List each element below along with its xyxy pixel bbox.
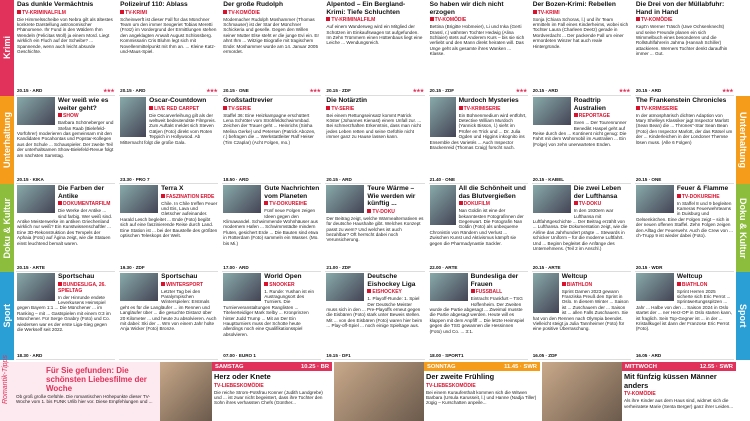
rating-stars: ★★★	[309, 88, 321, 93]
program-title: Gute Nachrichten vom Planeten	[264, 185, 320, 200]
program-title: Die Farben der Antike	[58, 185, 105, 200]
genre-square-icon	[161, 194, 165, 198]
mittwoch-header	[622, 362, 736, 371]
program-description: Sprint Damen 2023 gewann Franziska Preuß den Sprint in Oslo. In diesem Winter ... Saison ist ... Zuschauern der ... Saison ist ... allen Falls Zuschauern. Sie hat von den Rennen nach Olympia beendet. Vielleicht steigt ja Julia Tannheimer (Foto) für eine positive Überraschung.	[532, 288, 629, 332]
genre-square-icon	[636, 106, 640, 110]
program-description: Auf einem Wanderweg wird ein Mitglied der Schützen im Einkaufswagen tot aufgefunden. Im Zehn Trümmern einen Hüttenbaus liegt eine Leiche ... Wendungsreich.	[326, 24, 423, 46]
mittwoch-genre: TV-KOMÖDIE	[624, 391, 656, 398]
promo-text: Ob groß große Gefühle. Die romantischen Höhepunkte dieser TV-Woche vom 1. bis FUNK Urlib hier vor. Diese Empfehlungen und ...	[16, 394, 153, 405]
program-photo	[326, 273, 364, 301]
genre-label: TV-DOKUREIHE	[681, 193, 720, 200]
category-tab-left	[0, 272, 14, 360]
air-time-channel: 20.15 · ONE	[635, 177, 662, 182]
program-card[interactable]	[119, 184, 218, 272]
category-tab-right	[736, 184, 750, 272]
program-description: In den 1930ern war Lufthansa mit Luftfahrtgeschichte ... Der Beitrag erzählt von ... Lufthansa. Die Dokumentation zeigt, wie die Airline das Jahrhundert prägte ... Stewards in schicker Uniform – für die moderne Luftfahrt. Und ... Beginn begleitet die Anfänge des Unternehmens. (Teil 2 im Anschl.)	[532, 208, 628, 252]
program-description: Sprint Herren 2025 sicherte sich Eric Perrot ... Sprintwertungsspitzen ... Jahr ... Halbe von den ... Saison 2024 in Oslo startet der ... ner Herz-OP in Oslo starten kann, ist fraglich. Sein Top-Gegner ist ... in der ... Kristallkugel ist dann der Franzose Eric Perrot (Foto).	[635, 288, 733, 332]
program-card[interactable]	[16, 96, 115, 184]
program-meta	[223, 353, 320, 358]
air-time-channel: 20.15 · ARTE	[532, 265, 561, 270]
program-title: Die zwei Leben der Lufthansa	[573, 185, 621, 200]
genre-square-icon	[120, 10, 124, 14]
program-description: Nan Goldin ist eine der bekanntesten Fotografinnen der Gegenwart. Die Fotografin Nan Goldin (Foto) als unbequeme Chronistin von Rändern und Verlust ... Zwischen Kunst und Aktivismus kämpft sie gegen die Pharmadynastie Sackler.	[429, 208, 524, 246]
program-meta	[17, 177, 114, 182]
program-meta	[17, 265, 114, 270]
program-description: In der Hinrunde endete Leverkusens Heimspiel gegen Bayern 1:1 ... Die Münchener ... im Ranking – mit ... Gastspielen mit einem 0:3 im Münchener. Für Serge Gnabry (Foto) und Co. wiedersen war es der erste Liga-Sieg gegen die Werkself seit 2022.	[17, 294, 111, 333]
genre-square-icon	[367, 289, 371, 293]
air-time-channel: 20.15 · ZDF	[429, 88, 455, 93]
samstag-day: SAMSTAG	[215, 363, 244, 370]
program-title: Das dunkle Vermächtnis	[17, 1, 94, 8]
program-meta	[430, 265, 527, 270]
genre-label: BIATHLON	[566, 281, 593, 288]
program-photo	[430, 185, 456, 225]
genre-label: TV-KRIMISERIE	[640, 105, 678, 112]
samstag-genre: TV-LIEBESKOMÖDIE	[214, 382, 264, 389]
program-description: Die Himmelsscheibe von Nebra gilt als ältestes konkrete Darstellung astronomischer Phänomene. Ihr Fund in den Wäldern Ihm Wendeln (Felicitas Woll) ja einem Mord. Liegt wirklich ein Fluch auf der Scheibe? ... Spannende, wenn auch leicht absurde Geschichte.	[17, 16, 113, 55]
genre-square-icon	[677, 194, 681, 198]
genre-square-icon	[677, 282, 681, 286]
category-tab-left	[0, 96, 14, 184]
program-genre	[430, 17, 527, 23]
program-card[interactable]	[16, 184, 115, 272]
genre-label: TV-KRIMI	[537, 9, 560, 16]
program-meta	[636, 353, 733, 358]
category-tab-right	[736, 96, 750, 184]
air-time-channel: 18.30 · ARD	[17, 353, 43, 358]
program-description: Der Beitrag zeigt, welche Wärmealternativen es für deutsche Haushalte gibt. Welches Konzept passt zu wem? Und welches ist auch bezahlbar? Oft herrscht dabei noch Verunsicherung.	[326, 215, 424, 243]
program-description: Bei einem Rettungseinsatz kommt Patrick Köster (Johannes Kienast) einem Unfall zur. ... Bei schmerzhaften Erkenntnis, dass man nicht jedes Leben retten und seine Gefühle nicht immer ganz zu Hause lassen kann.	[326, 112, 422, 140]
genre-square-icon	[17, 10, 21, 14]
samstag-photo	[160, 362, 212, 421]
genre-square-icon	[326, 17, 330, 21]
genre-label: TV-KRIMINALFILM	[331, 17, 376, 24]
promo-title: Für Sie gefunden: Die schönsten Liebesfilme der Woche	[46, 366, 147, 393]
samstag-pick	[212, 362, 332, 421]
program-description: Modemacher Rudolph Moshammer (Thomas Schmauser) ist der Star der Münchner Schickeria und geselle. Gegen den Willen seiner Mutter Else steht er die junge Evi ein. Er ahnt Ihm ... Witzige Biografie mit tragischem Ende: Moshammer wurde am 14. Januar 2005 ermordet.	[223, 16, 320, 55]
genre-square-icon	[264, 282, 268, 286]
program-description: Kapt'n Werner Träsch (Uwe Ochsenknecht) und seine Freunde planen ein sich Wimmelbuch eines besonderen und die Rollstuhlfahrerin Jahrna (Hannah Schiller) attackieren. Werners Tochter denkt daraufhin immer ... Gut.	[635, 24, 728, 57]
sonntag-header	[424, 362, 540, 371]
program-photo	[17, 97, 55, 125]
program-description: Barbara Schöneberger und Stefan Raab (Bielefeld-Vorführer) moderieren das gemeinsam mit den Kandidaten Pocahontas und Popstar-Kollegen aus der Schule ... Schauspieler. Der zweite Teil der unterhaltsamen Show-Bielefeld-Revue folgt am nächsten Samstag.	[17, 120, 114, 158]
air-time-channel: 20.15 · ONE	[223, 88, 249, 93]
genre-label: BUNDESLIGA, 26. SPIELTAG	[58, 281, 106, 294]
genre-label: TV-KRIMISERIE	[463, 105, 501, 112]
program-title: Sportschau	[161, 273, 198, 280]
mittwoch-day: MITTWOCH	[625, 363, 657, 370]
program-meta	[326, 353, 423, 358]
genre-label: BIATHLON	[681, 281, 708, 288]
program-card[interactable]	[119, 96, 218, 184]
program-photo	[223, 185, 261, 213]
program-description: Bettina (Brigitte Hobmeier), Li und Inka (Gerti Drassl, r.) wähnten Tochter Hedwig (Alina Schlaier) stets auf Anderem Kurs – bis sie sich verliebt und den Mann direkt heiraten will. Das Unge geht als gesamte ihres Wanken ... Klasse.	[429, 24, 525, 57]
genre-label: TV-SERIE	[331, 105, 355, 112]
genre-label: TV-KOMÖDIE	[640, 17, 673, 24]
program-grid	[16, 0, 734, 360]
program-card[interactable]	[16, 272, 115, 360]
category-tab-label: Krimi	[2, 36, 12, 60]
program-description: Staffel 36: Eine Heizkampagne erschüttert Lena Schröter vom Strohfeldschwimmbad. Zeichen der Trauer geht ... Heinrichs (Sinha Melina Gerke) und Petersen (Patrick Abozen, r.) befragen die ... Werkstattleiter Ralf Heiser (Tim Czaplar) (Acht Folgen, mo.)	[223, 112, 316, 145]
air-time-channel: 23.30 · PRO 7	[120, 177, 150, 182]
program-meta	[223, 177, 320, 182]
mittwoch-time: 12.55 · SWR	[699, 363, 733, 370]
rating-stars: ★★★	[618, 88, 630, 93]
genre-square-icon	[58, 282, 62, 286]
air-time-channel: 19.15 · DF1	[326, 353, 351, 358]
program-title: All die Schönheit und das Blutvergießen	[458, 185, 526, 200]
program-title: Die Notärztin	[326, 97, 368, 104]
category-tab-left	[0, 0, 14, 96]
genre-label: SNOOKER	[269, 281, 295, 288]
program-meta	[326, 88, 423, 94]
program-card[interactable]	[222, 184, 321, 272]
genre-label: TV-SERIE	[228, 105, 252, 112]
program-meta	[120, 88, 217, 94]
genre-square-icon	[533, 10, 537, 14]
genre-label: TV-DOKU	[372, 208, 395, 215]
program-title: Deutsche Eishockey Liga	[367, 273, 416, 288]
program-description: 1. Runde: Yushan ist ein Austragungsort des Turniers. Die Turnierveranstaltungen Ranglisten ... Titelverteidiger Mark Selby ... Kronprinzen hinter Judd Trump ... Mit an Der Ein Hauptturniers muss der Schotte heute allerdings noch eine Qualifikationsspiel absolvieren.	[223, 288, 314, 337]
program-card[interactable]	[635, 184, 734, 272]
genre-square-icon	[264, 201, 268, 205]
program-genre	[120, 10, 217, 16]
genre-square-icon	[326, 106, 330, 110]
program-card[interactable]	[532, 272, 631, 360]
program-description: Die Oscarverleihung gilt als der weltweit bedeutendste Filmpreis. Zum Auftakt meldet sich Steven Gätjen (Foto) direkt vom Roten Teppich in Hollywood. Ab Mitternacht folgt die große Gala.	[120, 112, 216, 145]
program-photo	[430, 273, 468, 301]
sonntag-text: Bei einem Kuraufenthalt kommen sich die Witwen Barbara (Ursula Karusseit, l.) und Hanne (Nadja Tiller) zügig – Kurschatten anpeile...	[426, 389, 537, 406]
program-card[interactable]	[222, 96, 321, 184]
program-card[interactable]	[119, 0, 218, 96]
program-description: Sonja (Chiara Schoras, l.) und ihr Team ermitteln im Fall eines Kinderheims, wobei sich Tochter Laura (Charleen Deetz) gerade in Mordverdacht ... Der packende Fall um einer ermordeten Winzer hat auch reale Hintergründe.	[532, 16, 629, 49]
genre-square-icon	[223, 106, 227, 110]
air-time-channel: 20.15 · ARD	[326, 177, 352, 182]
air-time-channel: 20.15 · KIKA	[17, 177, 44, 182]
program-genre	[636, 106, 733, 112]
program-card[interactable]	[532, 96, 631, 184]
category-tab-label: Sport	[738, 304, 748, 328]
program-card[interactable]	[429, 184, 528, 272]
genre-square-icon	[471, 289, 475, 293]
program-card[interactable]	[119, 272, 218, 360]
genre-label: TV-KRIMINALFILM	[22, 9, 66, 16]
genre-square-icon	[58, 201, 62, 205]
program-meta	[533, 177, 630, 182]
program-meta	[17, 353, 114, 358]
program-genre	[223, 106, 320, 112]
program-photo	[223, 273, 261, 301]
program-card[interactable]	[429, 0, 528, 96]
program-meta	[120, 265, 217, 270]
program-photo	[120, 97, 146, 137]
air-time-channel: 18.00 · SPORT1	[429, 353, 464, 358]
program-card[interactable]	[325, 96, 424, 184]
air-time-channel: 21.40 · ONE	[429, 177, 456, 182]
genre-label: TV-DOKU	[578, 201, 602, 208]
genre-label: TV-KOMÖDIE	[228, 9, 260, 16]
air-time-channel: 20.15 · ARD	[635, 88, 662, 93]
category-tab-left	[0, 184, 14, 272]
program-card[interactable]	[325, 272, 424, 360]
program-title: Sportschau	[58, 273, 95, 280]
air-time-channel: 22.00 · ARTE	[429, 265, 458, 270]
genre-square-icon	[430, 17, 434, 21]
program-card[interactable]	[532, 0, 631, 96]
samstag-text: Die reiche Strom-Potsfrau Konner (Judith Landgrebe) und ... ist zwar nicht begeistert, dass ihre Tochter den Sohn ihres verhassten Chefs (Günther...	[214, 389, 323, 406]
program-description: Scheinwerft ist dieser Fall für das Münchner Team um den immer Sexgeriet Tobias Meretti (Frotz) im Vordergrund der Ermittlungen stehen den angeklagten Anwalt August Schlossberg. Kommissarin Cris Bluhm legt sich mit Novellenmittelpunkt mit Ihm an. ... Kleine Katz-und-Maus-Spiel.	[120, 16, 217, 55]
program-description: Die Werke der Antike ... sind farbig. Wer weiß sind. Antike Meisterwerke im antiken Griechenland wirklich nur weiß? Ein Kunstwissenschaftler ... Eine 3D-Rekonstruktion des Tempels der Aphaia (Foto) auf Ägina zeigt, wie die Statuen einst leuchtend bemalt waren.	[17, 208, 113, 246]
samstag-title: Herz oder Knete	[214, 372, 271, 381]
program-card[interactable]	[635, 96, 734, 184]
program-card[interactable]	[429, 272, 528, 360]
program-title: Polizeiruf 110: Ablass	[120, 1, 188, 8]
program-card[interactable]	[532, 184, 631, 272]
program-card[interactable]	[222, 0, 321, 96]
program-meta	[430, 353, 527, 358]
sonntag-time: 11.45 · SWR	[504, 363, 537, 370]
program-genre	[223, 10, 320, 16]
program-photo	[326, 185, 364, 213]
category-tab-label: Doku & Kultur	[738, 197, 748, 259]
air-time-channel: 16.05 · ARD	[635, 353, 662, 358]
air-time-channel: 16.05 · ZDF	[532, 353, 558, 358]
program-title: Der Bozen-Krimi: Rebellen	[532, 1, 616, 8]
air-time-channel: 20.15 · ZDF	[326, 88, 351, 93]
program-meta	[636, 265, 733, 270]
program-photo	[533, 273, 559, 313]
program-description: Fünf neue Folgen zeigen Ideen gegen den Klimawandel. Schwimmende Wohnhäuser aus modernem Hafen ... Schwimmstädte mindern Fluten, gesichert Erde ... Die Bauten sind etwa in Rotterdam (Foto) sammeln ein Wasser. (Mo. bis Mi.)	[223, 208, 319, 246]
genre-label: TV-KRIMI	[125, 9, 148, 16]
air-time-channel: 18.50 · ARD	[223, 177, 249, 182]
sonntag-day: SONNTAG	[427, 363, 456, 370]
program-photo	[533, 97, 571, 125]
program-description: Chile. In Chile treffen Feuer und Eis, Lava und Gletscher aufeinander. Harald Lesch begleitet ... Ende (Foto) begibt sich auf eine faszinierende Reise durch Land. Eine Station ist ... bei der Baustelle des größten optischen Teleskops der Welt.	[120, 200, 218, 239]
air-time-channel: 20.15 · ARD	[120, 88, 146, 93]
genre-label: DOKUFILM	[463, 201, 490, 208]
genre-square-icon	[459, 106, 463, 110]
program-description: In der atmosphärisch dichten Adaption von Mary Shelleys Klassiker jagt Inspector Marlott (Sean Bean) die ... Thrones“-Star Sean Bean (Foto) den Inspector Marlott, der das Rätsel um der ... Kinderleichen in der Londoner Themse lösen muss. (Alle 6 Folgen)	[635, 112, 733, 145]
program-card[interactable]	[16, 0, 115, 96]
rating-stars: ★★★	[103, 88, 115, 93]
air-time-channel: 20.15 · ARD	[532, 88, 559, 93]
program-title: Alpentod – Ein Bergland-Krimi: Tiefe Schluchten	[326, 1, 406, 16]
category-tab-label: Doku & Kultur	[2, 197, 12, 259]
program-title: The Frankenstein Chronicles	[635, 97, 727, 104]
program-card[interactable]	[635, 0, 734, 96]
genre-square-icon	[161, 282, 165, 286]
genre-square-icon	[562, 282, 566, 286]
mittwoch-text: Als ihre Kinder aus dem Haus sind, widmet sich die verheiratete Marie (Senta Berger) ganz ihrer Leiden...	[624, 398, 734, 409]
program-title: Oscar-Countdown	[149, 97, 207, 104]
air-time-channel: 20.15 · ARD	[17, 88, 43, 93]
program-title: Bundesliga der Frauen	[470, 273, 519, 288]
program-card[interactable]	[325, 0, 424, 96]
genre-square-icon	[574, 113, 578, 117]
program-card[interactable]	[429, 96, 528, 184]
program-photo	[17, 185, 55, 213]
program-description: In Staffel 8 und 9 begleiten Kameras Feuerwehrteams in Duisburg und Gelsenkirchen. Eine der Folgen zeigt – sich in der neuen offenen Staffel. Zehn Folgen zeigen den Alltag der Feuerwehr. Auch die Crew von ... ch-Trupp 9 ist wieder dabei (Foto).	[635, 200, 733, 239]
program-title: So haben wir dich nicht erzogen	[429, 1, 504, 16]
program-title: Feuer & Flamme	[676, 185, 729, 192]
program-meta	[120, 177, 217, 182]
air-time-channel: 20.15 · KABEL	[532, 177, 565, 182]
samstag-header	[212, 362, 332, 371]
program-photo	[636, 185, 674, 213]
program-title: Großstadtrevier	[223, 97, 273, 104]
program-title: Teure Wärme – Wie werden wir künftig ...	[367, 185, 416, 208]
sonntag-title: Der zweite Frühling	[426, 372, 495, 381]
program-title: Murdoch Mysteries	[458, 97, 519, 104]
program-meta	[223, 88, 320, 94]
rating-stars: ★★★	[722, 88, 733, 93]
genre-square-icon	[149, 106, 153, 110]
program-title: Weltcup	[561, 273, 588, 280]
program-photo	[533, 185, 571, 213]
sonntag-pick	[424, 362, 540, 421]
program-card[interactable]	[222, 272, 321, 360]
program-meta	[533, 265, 630, 270]
program-description: Sven ... Der Tourenrunner Benedikt Haspel geht auf Reise durch den ... Kontinent nicht genug: Die Fahrt mit dem Wohnmobil im Australien ... Ein (Folge) von zehn unerwarteten Enden.	[532, 120, 627, 147]
air-time-channel: 17.00 · ARD	[223, 265, 249, 270]
program-meta	[533, 88, 630, 94]
genre-label: REPORTAGE	[578, 113, 611, 120]
genre-label: FASZINATION ERDE	[166, 193, 215, 200]
program-card[interactable]	[325, 184, 424, 272]
genre-square-icon	[636, 17, 640, 21]
genre-label: EISHOCKEY	[372, 289, 402, 296]
program-meta	[326, 177, 423, 182]
program-title: Die Drei von der Müllabfuhr: Hand in Hand	[635, 1, 725, 16]
program-genre	[533, 10, 630, 16]
genre-square-icon	[223, 10, 227, 14]
air-time-channel: 20.15 · WDR	[635, 265, 663, 270]
program-title: Roadtrip Australien	[573, 97, 606, 112]
samstag-time: 10.25 · BR	[300, 363, 329, 370]
program-title: Der große Rudolph	[223, 1, 283, 8]
mittwoch-title: Mit fünfzig küssen Männer anders	[624, 372, 717, 390]
program-photo	[120, 273, 158, 301]
program-meta	[430, 177, 527, 182]
category-tab-label: Sport	[2, 304, 12, 328]
program-photo	[120, 185, 158, 213]
program-description: Eintracht Frankfurt – TSG Hoffenheim. Der Zweiten wurde die Partie abgesagt ... Zweimal musste die Partie abgesagt werden. Heute will es klappen mit dem Anpfiff ... Die letzte Heimspiel gegen die TSG gewannen die Hessinnen (Foto) und Co. ... 3:1.	[429, 296, 525, 334]
genre-square-icon	[459, 201, 463, 205]
rating-stars: ★★★	[515, 88, 527, 93]
program-meta	[636, 88, 733, 94]
program-title: Terra X	[161, 185, 184, 192]
mittwoch-pick	[622, 362, 736, 421]
romance-tips-script: Romantik-Tipps	[2, 355, 9, 404]
air-time-channel: 07.00 · EURO 1	[223, 353, 256, 358]
sonntag-genre: TV-LIEBESKOMÖDIE	[426, 382, 476, 389]
program-meta	[326, 265, 423, 270]
program-title: Weltcup	[676, 273, 703, 280]
air-time-channel: 19.30 · ZDF	[120, 265, 145, 270]
genre-label: LIVE RED CARPET	[154, 105, 200, 112]
genre-label: WINTERSPORT	[166, 281, 204, 288]
program-description: Letzter Tag bei den Paralympischen Winterspielen: Erstmals geht es für die Langläufer ... im Rennen und Langläufer über ... die gesuchte Distanz über 20 Kilometer ... und heute zu absolvieren. Auch mit dabei: Ski der ... Wm von einem Jahr holte Anja Wicker (Foto) Bronze.	[120, 288, 217, 332]
air-time-channel: 20.15 · ARTE	[17, 265, 45, 270]
program-title: World Open	[264, 273, 302, 280]
genre-label: SHOW	[63, 113, 79, 120]
program-meta	[533, 353, 630, 358]
program-description: Ein Bühnenmedium wird entführt, Detective William Murdoch (Yannick Bisson, l.) sieht im Prüfer en Trick und ... Dr. Julia Ogden und Higgins inkognito ins Ensemble des Varietés ... Auch Inspector Brackenreid (Thomas Craig) forscht nach.	[429, 112, 527, 151]
genre-label: FUSSBALL	[475, 289, 503, 296]
genre-square-icon	[367, 209, 371, 213]
program-genre	[326, 106, 423, 112]
program-genre	[636, 17, 733, 23]
program-card[interactable]	[635, 272, 734, 360]
genre-square-icon	[574, 201, 578, 205]
program-meta	[223, 265, 320, 270]
program-description: 1. Playoff-Runde: 1. Spiel Der Deutsche Meister muss sich in den ... Pre-Playoffs erneut gegen die Eisbären (Foto) stark unter Beweis stellen. Mit ... von den Eisbären (Foto) waren hier beim ... Play-off-Spiel ... noch einige Spieltage aus.	[326, 296, 423, 329]
sonntag-photo	[334, 362, 424, 421]
mittwoch-photo	[542, 362, 622, 421]
air-time-channel: 21.00 · ZDF	[326, 265, 351, 270]
program-photo	[430, 97, 456, 137]
program-photo	[17, 273, 55, 301]
program-title: Wer weiß wie es weiter geht?	[58, 97, 109, 112]
program-meta	[636, 177, 733, 182]
rating-stars: ★★★	[206, 88, 218, 93]
program-genre	[326, 17, 423, 23]
program-genre	[17, 10, 114, 16]
rating-stars: ★★★	[412, 88, 424, 93]
category-tab-right	[736, 272, 750, 360]
genre-label: TV-DOKUREIHE	[269, 201, 308, 208]
category-tab-label: Unterhaltung	[738, 112, 748, 168]
genre-square-icon	[58, 113, 62, 117]
program-meta	[17, 88, 114, 94]
category-tab-label: Unterhaltung	[2, 112, 12, 168]
genre-label: DOKUMENTARFILM	[63, 201, 111, 208]
program-photo	[636, 273, 674, 301]
program-meta	[430, 88, 527, 94]
genre-label: TV-KOMÖDIE	[434, 17, 467, 24]
